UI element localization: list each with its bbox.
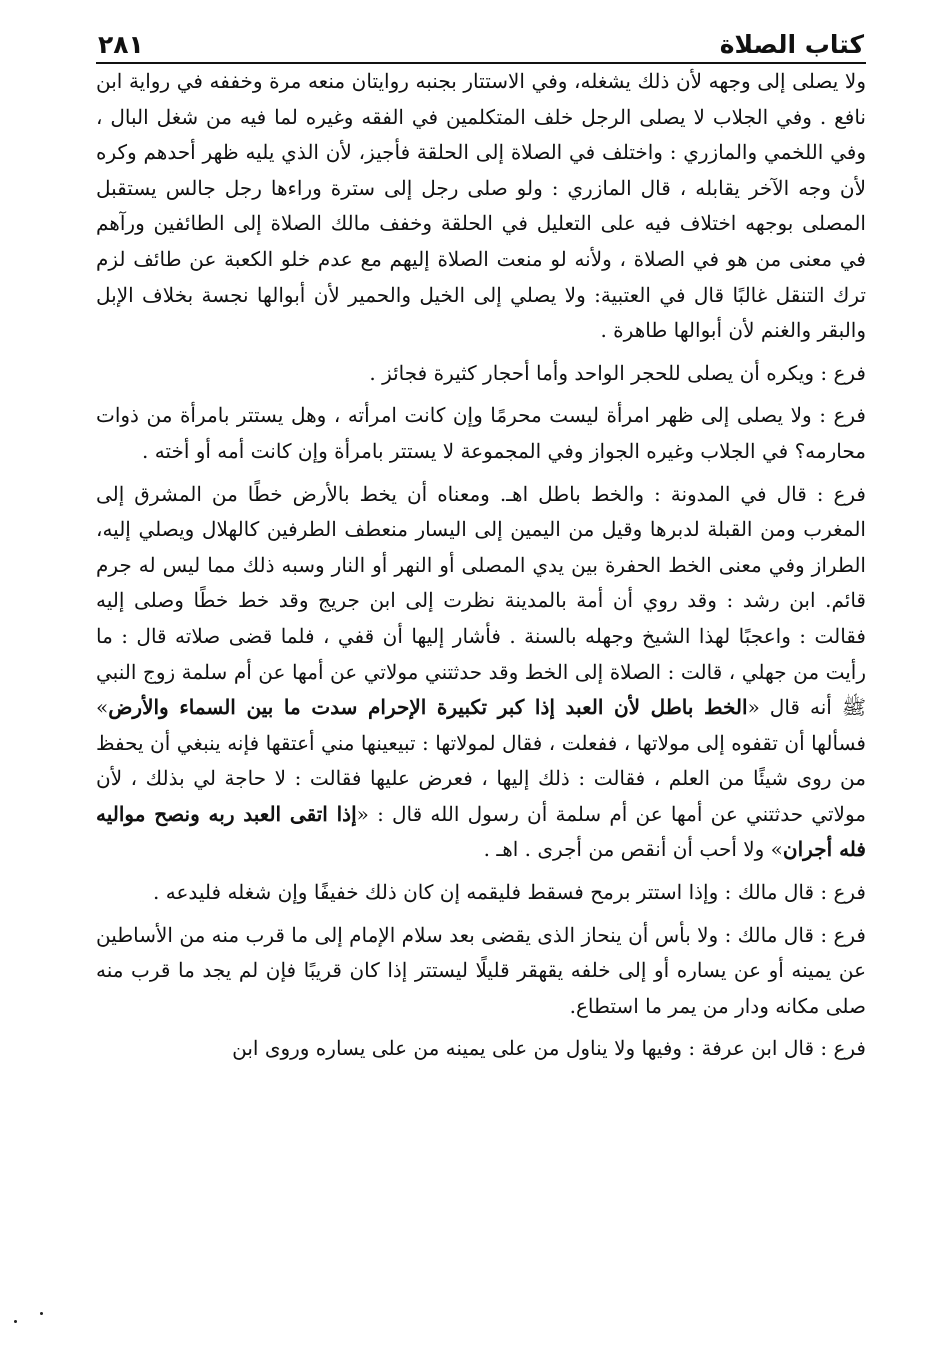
paragraph-line-sutra-text-3: » ولا أحب أن أنقص من أجرى . اهـ .	[483, 837, 783, 862]
book-title: كتاب الصلاة	[719, 30, 864, 59]
scan-speck	[14, 1320, 17, 1323]
page-number: ٢٨١	[98, 30, 144, 59]
scan-speck	[40, 1312, 43, 1315]
paragraph-woman-sutra: فرع : ولا يصلى إلى ظهر امرأة ليست محرمًا وإن كانت امرأته ، وهل يستتر بامرأة من ذوات محارمه؟ في الجلاب وغيره الجواز وفي المجموعة لا يستتر بامرأة وإن كانت أمه أو أخته .	[96, 403, 866, 463]
book-page	[96, 22, 866, 1322]
paragraph-pillar-sutra: فرع : قال مالك : ولا بأس أن ينحاز الذى يقضى بعد سلام الإمام إلى ما قرب منه من الأساطين عن يمينه أو عن يساره أو إلى خلفه يقهقر قليلًا ليستتر إذا كان قريبًا فإن لم يجد ما قرب منه صلى مكانه ودار من يمر ما استطاع.	[96, 922, 866, 1018]
paragraph-line-sutra-text-2: » فسألها أن تقفوه إلى مولاتها ، ففعلت ، فقال لمولاتها : تبيعينها مني أعتقها فإنه ينبغي أن يحفظ من روى شيئًا من العلم ، فقالت : ذلك إليها ، فعرض عليها فقالت : لا حاجة لي بذلك ، لأن مولاتي حدثتني عن أمها عن أم سلمة أن رسول الله قال : «	[96, 695, 866, 826]
page-body	[96, 64, 866, 1067]
page-header	[96, 22, 866, 64]
paragraph-stone-sutra: فرع : ويكره أن يصلى للحجر الواحد وأما أحجار كثيرة فجائز .	[369, 360, 866, 385]
paragraph-line-sutra	[96, 477, 866, 869]
paragraph-ibn-arafa: فرع : قال ابن عرفة : وفيها ولا يناول من على يمينه من على يساره وروى ابن	[232, 1036, 866, 1061]
paragraph-line-sutra-text-1: فرع : قال في المدونة : والخط باطل اهـ. ومعناه أن يخط بالأرض خطًا من المشرق إلى المغرب ومن القبلة لدبرها وقيل من اليمين إلى اليسار منعطف الطرفين كالهلال ويصلي إليه، الطراز وفي معنى الخط الحفرة بين يدي المصلى أو النهر أو النار وسبه ذلك مما ليس له جرم قائم. ابن رشد : وقد روي أن أمة بالمدينة نظرت إلى ابن جريج وقد خط خطًا وصلى إليه فقالت : واعجبًا لهذا الشيخ وجهله بالسنة . فأشار إليها أن قفي ، فلما قضى صلاته قال : ما رأيت من جهلي ، قالت : الصلاة إلى الخط وقد حدثتني مولاتي عن أمها عن أم سلمة زوج النبي ﷺ أنه قال «	[96, 481, 866, 720]
paragraph-spear-sutra: فرع : قال مالك : وإذا استتر برمح فسقط فليقمه إن كان ذلك خفيفًا وإن شغله فليدعه .	[153, 880, 866, 905]
paragraph-intro: ولا يصلى إلى وجهه لأن ذلك يشغله، وفي الاستتار بجنبه روايتان منعه مرة وخففه في رواية ابن نافع . وفي الجلاب لا يصلى الرجل خلف المتكلمين في الفقه وغيره لما فيه من شغل البال ، وفي اللخمي والمازري : واختلف في الصلاة إلى الحلقة فأجيز، لأن الذي يليه ظهر أحدهم وكره لأن وجه الآخر يقابله ، قال المازري : ولو صلى رجل إلى سترة وراءها رجل جالس يستقبل المصلى بوجهه اختلاف فيه على التعليل في الحلقة وخفف مالك الصلاة إلى الطائفين ورآهم في معنى من هو في الصلاة ، ولأنه لو منعت الصلاة إليهم مع عدم خلو الكعبة عن طائف لزم ترك التنقل غالبًا قال في العتبية: ولا يصلي إلى الخيل والحمير لأن أبوالها نجسة بخلاف الإبل والبقر والغنم لأن أبوالها طاهرة .	[96, 69, 866, 343]
hadith-quote-1: الخط باطل لأن العبد إذا كبر تكبيرة الإحرام سدت ما بين السماء والأرض	[108, 695, 748, 720]
hadith-quote-2: إذا اتقى العبد ربه ونصح مواليه فله أجران	[96, 801, 866, 862]
